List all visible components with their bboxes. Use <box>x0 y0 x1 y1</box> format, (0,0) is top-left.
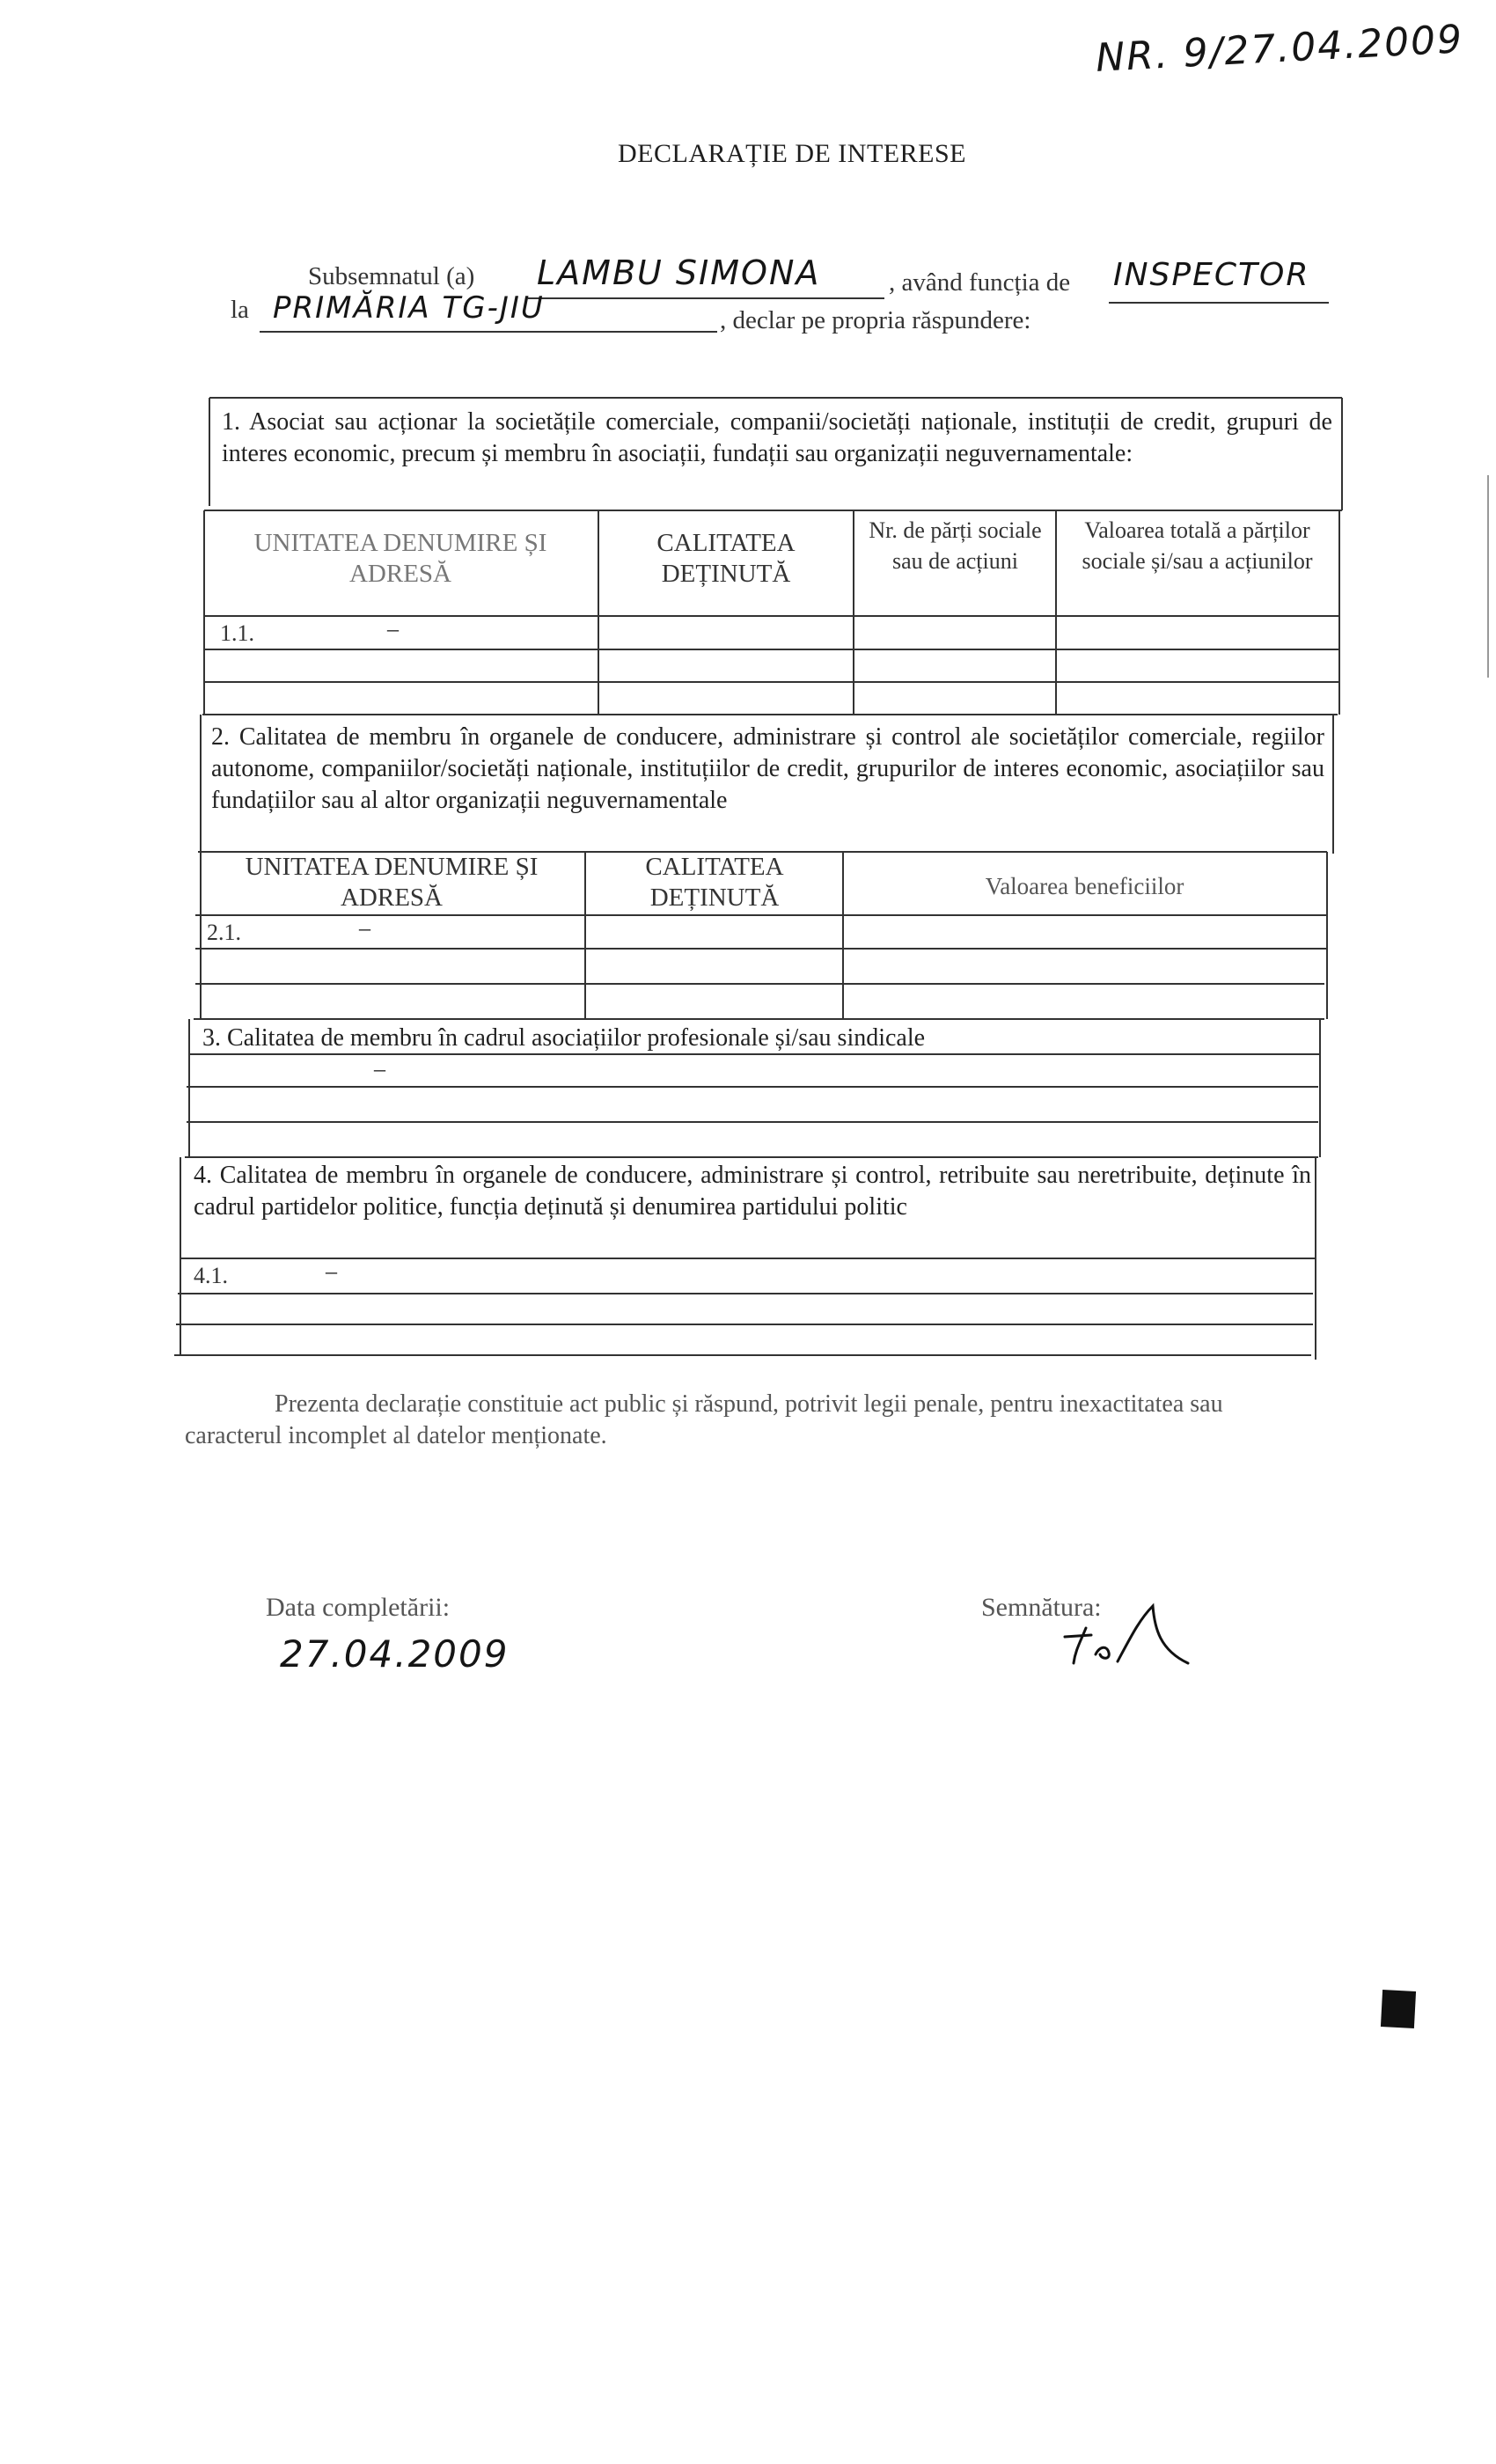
avand-functia-label: , având funcția de <box>889 268 1071 297</box>
section1-text: 1. Asociat sau acționar la societățile comerciale, companii/societăți naționale, instituții de credit, grupuri de interes economic, precum și membru în asociații, fundații sau organizații neguvernamentale: <box>222 408 1332 467</box>
declarant-institution: PRIMĂRIA TG-JIU <box>273 290 545 326</box>
scan-edge-line <box>1487 475 1489 678</box>
section2-col-calitatea: CALITATEA DEȚINUTĂ <box>645 853 784 912</box>
section2-row-label: 2.1. <box>207 920 241 945</box>
section1-col-unitatea: UNITATEA DENUMIRE ȘI ADRESĂ <box>253 529 547 588</box>
section2-row-value: – <box>359 915 370 941</box>
declarant-function: INSPECTOR <box>1113 257 1310 293</box>
legal-statement: Prezenta declarație constituie act public și răspund, potrivit legii penale, pentru inexactitatea sau caracterul incomplet al datelor menționate. <box>185 1390 1223 1449</box>
document-number: NR. 9/27.04.2009 <box>1094 17 1465 81</box>
date-label: Data completării: <box>266 1593 451 1622</box>
declarant-name: LAMBU SIMONA <box>537 253 821 292</box>
section4-text: 4. Calitatea de membru în organele de conducere, administrare și control, retribuite sau neretribuite, deținute în cadrul partidelor politice, funcția deținută și denumirea partidului politic <box>194 1162 1311 1221</box>
section1-row-label: 1.1. <box>220 620 254 646</box>
section2-col-valoarea-beneficiilor: Valoarea beneficiilor <box>985 873 1184 899</box>
subsemnatul-label: Subsemnatul (a) <box>308 262 475 290</box>
section2-col-unitatea: UNITATEA DENUMIRE ȘI ADRESĂ <box>245 853 539 912</box>
section3-text: 3. Calitatea de membru în cadrul asociațiilor profesionale și/sau sindicale <box>202 1024 926 1052</box>
handwritten-signature-icon <box>1056 1602 1197 1672</box>
section4-row-value: – <box>326 1258 337 1284</box>
section1-row-value: – <box>387 616 399 642</box>
section1-col-nr-parti: Nr. de părți sociale sau de acțiuni <box>869 517 1042 574</box>
declar-label: , declar pe propria răspundere: <box>720 306 1031 334</box>
signature-label: Semnătura: <box>981 1593 1102 1622</box>
date-value: 27.04.2009 <box>280 1632 510 1676</box>
section1-col-calitatea: CALITATEA DEȚINUTĂ <box>656 529 796 588</box>
section4-row-label: 4.1. <box>194 1263 228 1288</box>
section1-col-valoarea: Valoarea totală a părților sociale și/sau a acțiunilor <box>1082 517 1313 574</box>
document-title: DECLARAȚIE DE INTERESE <box>618 139 966 168</box>
section2-text: 2. Calitatea de membru în organele de conducere, administrare și control ale societăților comerciale, regiilor autonome, companiilor/societăți naționale, instituțiilor de credit, grupurilor de interes economic, asociațiilor sau fundațiilor sau al altor organizații neguvernamentale <box>211 723 1324 814</box>
scan-artifact-mark <box>1381 1990 1416 2028</box>
section3-row-value: – <box>374 1056 385 1082</box>
la-label: la <box>231 296 249 324</box>
